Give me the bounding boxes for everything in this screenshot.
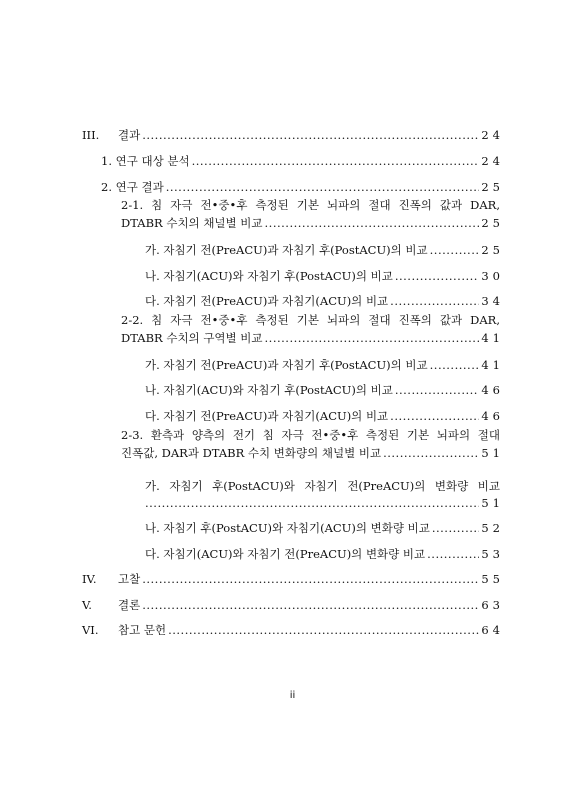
toc-page-number: 41 [481,331,504,345]
toc-leader-dots [142,572,479,586]
toc-page-number: 52 [481,521,504,535]
toc-entry-label: 가. 자침기 전(PreACU)과 자침기 후(PostACU)의 비교 [145,243,428,257]
toc-page-number: 25 [481,243,504,257]
toc-entry-number: IV. [82,572,97,586]
toc-page-number: 25 [481,216,504,230]
toc-leader-dots [390,294,479,308]
toc-entry-label: 나. 자침기(ACU)와 자침기 후(PostACU)의 비교 [145,269,393,283]
toc-page-number: 51 [481,496,504,510]
toc-page-number: 51 [481,446,504,460]
toc-entry-study-results[interactable] [101,174,504,194]
toc-entry-2-2-c[interactable] [145,403,504,423]
toc-entry-label: 고찰 [118,572,141,586]
toc-entry-section-2-2[interactable] [121,325,504,345]
toc-entry-2-2-a[interactable] [145,352,504,372]
toc-page-number: 64 [481,623,504,637]
toc-entry-label: 2. 연구 결과 [101,180,164,194]
toc-entry-label: 나. 자침기 후(PostACU)와 자침기(ACU)의 변화량 비교 [145,521,430,535]
toc-entry-2-1-a[interactable] [145,237,504,257]
toc-leader-dots [265,331,480,345]
toc-leader-dots [427,547,479,561]
toc-entry-label: DTABR 수치의 채널별 비교 [121,216,263,230]
toc-leader-dots [395,269,480,283]
toc-entry-subjects[interactable] [101,148,504,168]
toc-entry-number: III. [82,128,100,142]
toc-page-number: 24 [481,154,504,168]
toc-page-number: 41 [481,358,504,372]
toc-entry-label: 다. 자침기 전(PreACU)과 자침기(ACU)의 비교 [145,409,389,423]
toc-page-number: 25 [481,180,504,194]
toc-entry-number: VI. [82,623,99,637]
toc-entry-label: 1. 연구 대상 분석 [101,154,190,168]
toc-entry-label: 다. 자침기(ACU)와 자침기 전(PreACU)의 변화량 비교 [145,547,426,561]
toc-page-number: 34 [481,294,504,308]
toc-entry-label: 진폭값, DAR과 DTABR 수치 변화량의 채널별 비교 [121,446,382,460]
toc-entry-2-1-c[interactable] [145,288,504,308]
toc-entry-label: 참고 문헌 [118,623,167,637]
toc-entry-label: 나. 자침기(ACU)와 자침기 후(PostACU)의 비교 [145,383,393,397]
toc-entry-label: 결과 [118,128,141,142]
toc-leader-dots [390,409,479,423]
toc-entry-2-3-b[interactable] [145,515,504,535]
toc-leader-dots [192,154,480,168]
toc-entry-2-2-b[interactable] [145,377,504,397]
toc-entry-label: DTABR 수치의 구역별 비교 [121,331,263,345]
toc-entry-label: 다. 자침기 전(PreACU)과 자침기(ACU)의 비교 [145,294,389,308]
toc-section-2-2-title-line1[interactable]: 2-2. 침 자극 전•중•후 측정된 기본 뇌파의 절대 진폭의 값과 DAR, [121,313,500,327]
toc-entry-2-3-c[interactable] [145,541,504,561]
toc-leader-dots [142,598,479,612]
toc-leader-dots [145,496,479,510]
toc-entry-number: V. [82,598,92,612]
toc-entry-2-3-a-title[interactable]: 가. 자침기 후(PostACU)와 자침기 전(PreACU)의 변화량 비교 [145,479,500,493]
toc-entry-label: 결론 [118,598,141,612]
toc-leader-dots [168,623,479,637]
toc-page-number: 55 [481,572,504,586]
toc-entry-section-2-3[interactable] [121,440,504,460]
toc-section-2-3-title-line1[interactable]: 2-3. 환측과 양측의 전기 침 자극 전•중•후 측정된 기본 뇌파의 절대 [121,428,500,442]
toc-entry-discussion[interactable] [82,566,504,586]
toc-leader-dots [432,521,480,535]
page-number-footer: ii [289,690,296,701]
toc-entry-conclusion[interactable] [82,592,504,612]
toc-page-number: 24 [481,128,504,142]
toc-leader-dots [265,216,480,230]
toc-leader-dots [142,128,479,142]
toc-entry-2-1-b[interactable] [145,263,504,283]
toc-page-number: 53 [481,547,504,561]
toc-leader-dots [430,358,480,372]
toc-page-number: 63 [481,598,504,612]
toc-entry-references[interactable] [82,617,504,637]
toc-entry-section-2-1[interactable] [121,210,504,230]
toc-entry-2-3-a[interactable] [145,490,504,510]
toc-leader-dots [166,180,480,194]
toc-entry-results[interactable] [82,122,504,142]
toc-leader-dots [430,243,480,257]
toc-page-number: 46 [481,383,504,397]
toc-section-2-1-title-line1[interactable]: 2-1. 침 자극 전•중•후 측정된 기본 뇌파의 절대 진폭의 값과 DAR, [121,198,500,212]
toc-entry-label: 가. 자침기 전(PreACU)과 자침기 후(PostACU)의 비교 [145,358,428,372]
toc-leader-dots [395,383,480,397]
toc-leader-dots [383,446,479,460]
toc-page-number: 46 [481,409,504,423]
toc-page-number: 30 [481,269,504,283]
